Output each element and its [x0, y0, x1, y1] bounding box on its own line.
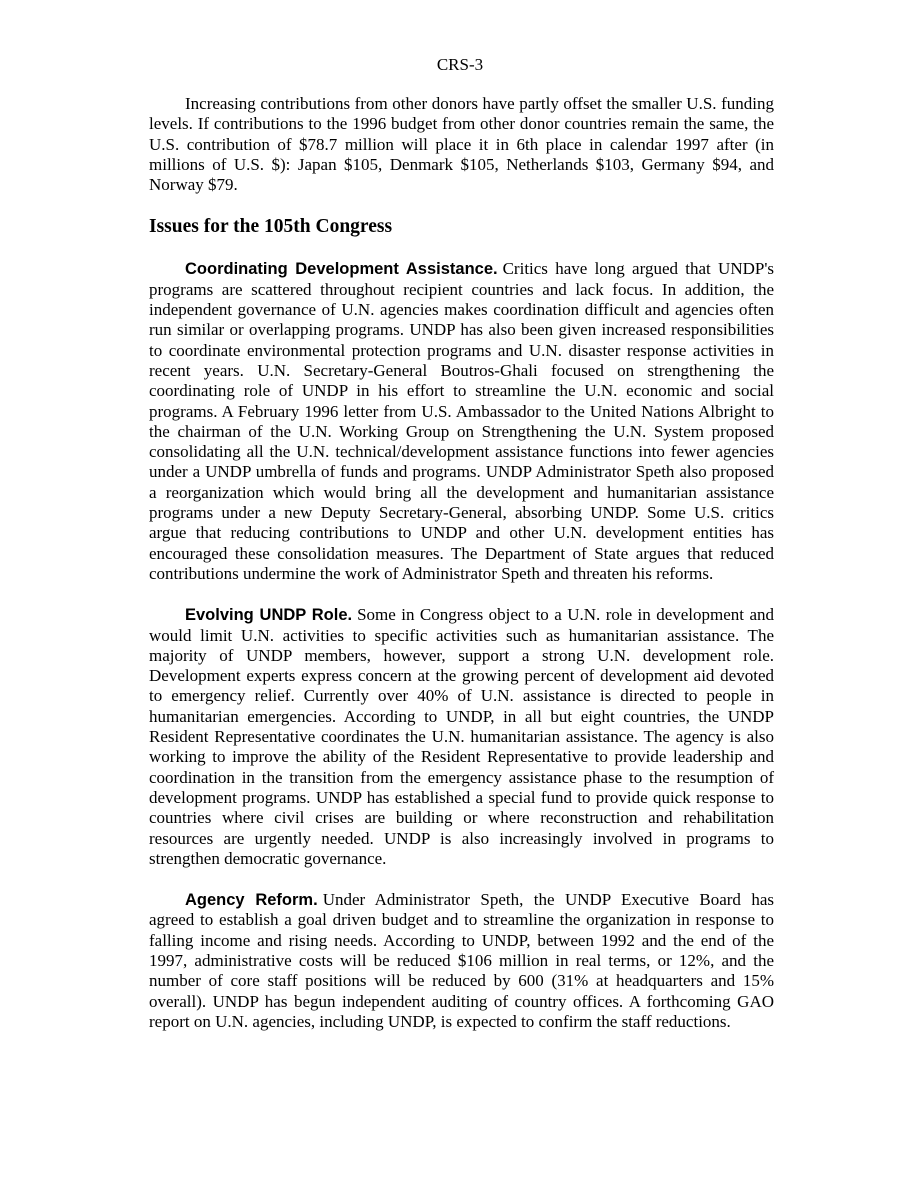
run-in-heading: Agency Reform.: [185, 891, 318, 910]
section-heading: Issues for the 105th Congress: [149, 216, 393, 238]
paragraph-text: Under Administrator Speth, the UNDP Executive Board has agreed to establish a goal driven budget and to streamline the organization in response to falling income and rising needs. According to UNDP, between 1992 and the end of the 1997, administrative costs will be reduced $106 million in real terms, or 12%, and the number of core staff positions will be reduced by 600 (31% at headquarters and 15% overall). UNDP has begun independent auditing of country offices. A forthcoming GAO report on U.N. agencies, including UNDP, is expected to confirm the staff reductions.: [149, 890, 774, 1031]
intro-paragraph: Increasing contributions from other donors have partly offset the smaller U.S. funding levels. If contributions to the 1996 budget from other donor countries remain the same, the U.S. contribution of $78.7 million will place it in 6th place in calendar 1997 after (in millions of U.S. $): Japan $105, Denmark $105, Netherlands $103, Germany $94, and Norway $79.: [149, 94, 774, 195]
paragraph-coordinating-development-assistance: [149, 259, 774, 584]
paragraph-text: Some in Congress object to a U.N. role in development and would limit U.N. activities to specific activities such as humanitarian assistance. The majority of UNDP members, however, support a strong U.N. development role. Development experts express concern at the growing percent of development aid devoted to emergency relief. Currently over 40% of U.N. assistance is directed to people in humanitarian emergencies. According to UNDP, in all but eight countries, the UNDP Resident Representative coordinates the U.N. humanitarian assistance. The agency is also working to improve the ability of the Resident Representative to provide leadership and coordination in the transition from the emergency assistance phase to the resumption of development programs. UNDP has established a special fund to provide quick response to countries where civil crises are building or where reconstruction and rehabilitation resources are urgently needed. UNDP is also increasingly involved in programs to strengthen democratic governance.: [149, 605, 774, 868]
run-in-heading: Evolving UNDP Role.: [185, 606, 353, 625]
paragraph-text: Critics have long argued that UNDP's programs are scattered throughout recipient countries and lack focus. In addition, the independent governance of U.N. agencies makes coordination difficult and agencies often run similar or overlapping programs. UNDP has also been given increased responsibilities to coordinate environmental protection programs and U.N. disaster response activities in recent years. U.N. Secretary-General Boutros-Ghali focused on strengthening the coordinating role of UNDP in his effort to streamline the U.N. economic and social programs. A February 1996 letter from U.S. Ambassador to the United Nations Albright to the chairman of the U.N. Working Group on Strengthening the U.N. System proposed consolidating all the U.N. technical/development assistance functions into fewer agencies under a UNDP umbrella of funds and programs. UNDP Administrator Speth also proposed a reorganization which would bring all the development and humanitarian assistance programs under a new Deputy Secretary-General, absorbing UNDP. Some U.S. critics argue that reducing contributions to UNDP and other U.N. development entities has encouraged these consolidation measures. The Department of State argues that reduced contributions undermine the work of Administrator Speth and threaten his reforms.: [149, 259, 775, 583]
page-number-header: CRS-3: [436, 55, 484, 74]
document-body: [149, 94, 774, 1032]
run-in-heading: Coordinating Development Assistance.: [185, 260, 498, 279]
paragraph-evolving-undp-role: [149, 605, 774, 869]
paragraph-agency-reform: [149, 890, 774, 1032]
